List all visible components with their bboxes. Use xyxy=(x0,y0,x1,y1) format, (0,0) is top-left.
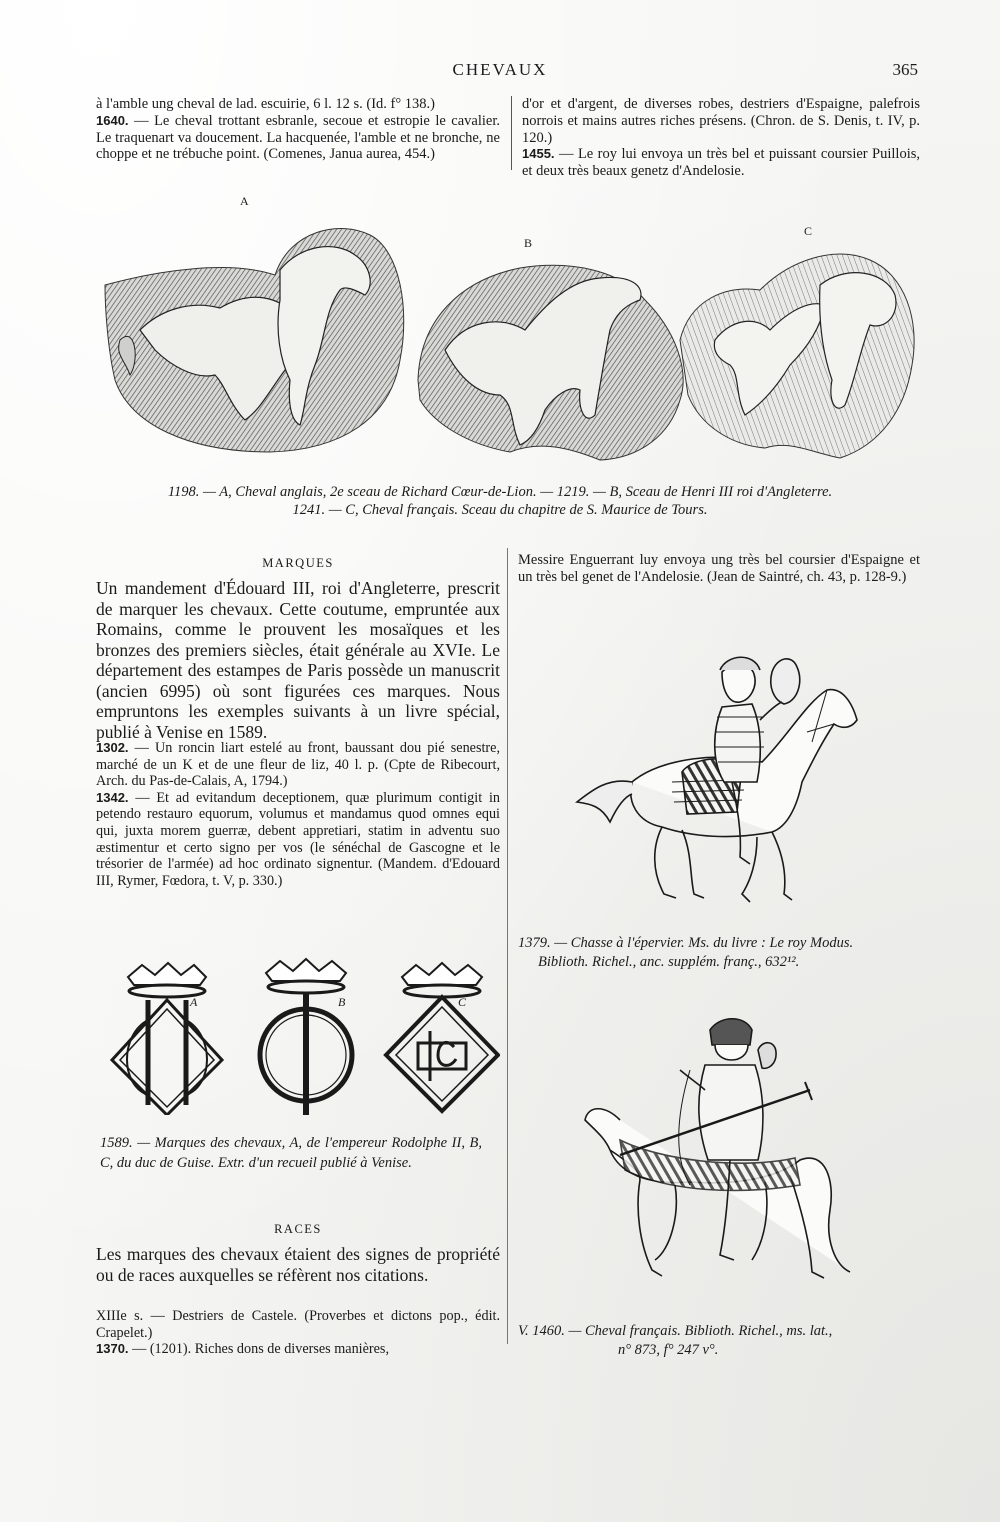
entry-year: 1302. xyxy=(96,740,129,755)
seal-b xyxy=(418,265,683,460)
mark-b-crown-circle xyxy=(260,959,352,1115)
column-rule xyxy=(507,548,508,1344)
entry-text: — Le roy lui envoya un très bel et puissant coursier Puillois, et deux très beaux genetz d'Andelosie. xyxy=(522,146,921,180)
seal-c xyxy=(680,254,914,458)
rider-caption-line2: n° 873, f° 247 v°. xyxy=(618,1342,719,1358)
top-right-text xyxy=(522,96,920,180)
seals-caption-line2: 1241. — C, Cheval français. Sceau du chapitre de S. Maurice de Tours. xyxy=(292,502,708,518)
marks-caption: 1589. — Marques des chevaux, A, de l'empereur Rodolphe II, B, C, du duc de Guise. Extr. d'un recueil publié à Venise. xyxy=(100,1135,482,1171)
seal-label-a: A xyxy=(240,194,249,208)
entry-year: XIIIe s. xyxy=(96,1308,144,1324)
page-number: 365 xyxy=(892,60,918,79)
races-entries xyxy=(96,1308,500,1358)
mark-c-crown-diamond xyxy=(386,963,498,1111)
mark-label-b: B xyxy=(338,995,346,1009)
sword-rider-engraving xyxy=(580,1010,880,1310)
section-title-races: RACES xyxy=(274,1222,322,1236)
section-title-marques: MARQUES xyxy=(262,556,334,570)
entry-year: 1342. xyxy=(96,789,129,805)
mark-label-a: A xyxy=(190,995,198,1009)
entry-text: — Et ad evitandum deceptionem, quæ plurimum contigit in petendo restauro equorum, volumus et mandamus quod omnes equi qui, juxta morem guerræ, debent appretiari, statim in adventu suo æstimentur et certo signo per vos (le sénéchal de Gascogne et le trésorier de l'armée) ad hoc ordinato signentur. (Mandem. d'Edouard III, Rymer, Fœdora, t. V, p. 330.) xyxy=(96,789,500,889)
column-rule xyxy=(511,96,512,170)
right-column-quote: Messire Enguerrant luy envoya ung très bel coursier d'Espaigne et un très bel genet de l'Andelosie. (Jean de Saintré, ch. 43, p. 128-9.) xyxy=(518,552,920,585)
top-left-text xyxy=(96,96,500,163)
horse-marks-figure xyxy=(100,955,500,1115)
entry-text: — Un roncin liart estelé au front, baussant dou pié senestre, marché de un K et de une fleur de liz, 40 l. p. (Cpte de Ribecourt, Arch. du Pas-de-Calais, A, 1794.) xyxy=(96,740,500,790)
rider-caption xyxy=(518,1322,920,1360)
seal-a xyxy=(105,228,404,452)
entry-year: 1455. xyxy=(522,146,555,162)
entry-text: — (1201). Riches dons de diverses manières, xyxy=(132,1341,389,1358)
falconer-rider-engraving xyxy=(572,632,872,917)
marques-paragraph: Un mandement d'Édouard III, roi d'Angleterre, prescrit de marquer les chevaux. Cette coutume, empruntée aux Romains, comme le prouvent les mosaïques et les bronzes des premiers siècles, était générale au XVIe. Le département des estampes de Paris possède un manuscrit (ancien 6995) où sont figurées ces marques. Nous empruntons les exemples suivants à un livre spécial, publié à Venise en 1589. xyxy=(96,578,500,742)
falconer-caption-line2: Biblioth. Richel., anc. supplém. franç., 632¹². xyxy=(538,954,800,970)
entry-year: 1370. xyxy=(96,1341,129,1357)
running-title: CHEVAUX xyxy=(452,60,548,79)
falconer-caption xyxy=(518,934,920,972)
falconer-caption-line1: 1379. — Chasse à l'épervier. Ms. du livre : Le roy Modus. xyxy=(518,935,854,951)
horse-marks xyxy=(100,955,500,1115)
seal-label-b: B xyxy=(524,236,533,250)
rider-illustration xyxy=(580,1010,880,1310)
seals-figure xyxy=(100,190,920,480)
seal-label-c: C xyxy=(804,224,813,238)
top-right-line: d'or et d'argent, de diverses robes, destriers d'Espaigne, palefrois norrois et mains autres riches présens. (Chron. de S. Denis, t. IV, p. 120.) xyxy=(522,96,920,146)
marques-entries xyxy=(96,740,500,889)
seal-engravings xyxy=(100,190,920,480)
seals-caption-line1: 1198. — A, Cheval anglais, 2e sceau de Richard Cœur-de-Lion. — 1219. — B, Sceau de Henri III roi d'Angleterre. xyxy=(167,484,833,500)
top-left-line: à l'amble ung cheval de lad. escuirie, 6 l. 12 s. (Id. f° 138.) xyxy=(96,96,435,112)
races-paragraph: Les marques des chevaux étaient des signes de propriété ou de races auxquelles se réfèrent nos citations. xyxy=(96,1244,500,1285)
falconer-illustration xyxy=(572,632,872,917)
entry-year: 1640. xyxy=(96,112,129,128)
entry-text: — Le cheval trottant esbranle, secoue et estropie le cavalier. Le traquenart va doucement. La hacquenée, l'amble et ne bronche, ne choppe et ne trébuche point. (Comenes, Janua aurea, 454.) xyxy=(96,112,500,163)
entry-text: — Destriers de Castele. (Proverbes et dictons pop., édit. Crapelet.) xyxy=(96,1308,500,1341)
mark-label-c: C xyxy=(458,995,467,1009)
rider-caption-line1: V. 1460. — Cheval français. Biblioth. Richel., ms. lat., xyxy=(518,1323,833,1339)
mark-a-crown-diamond xyxy=(112,963,222,1115)
